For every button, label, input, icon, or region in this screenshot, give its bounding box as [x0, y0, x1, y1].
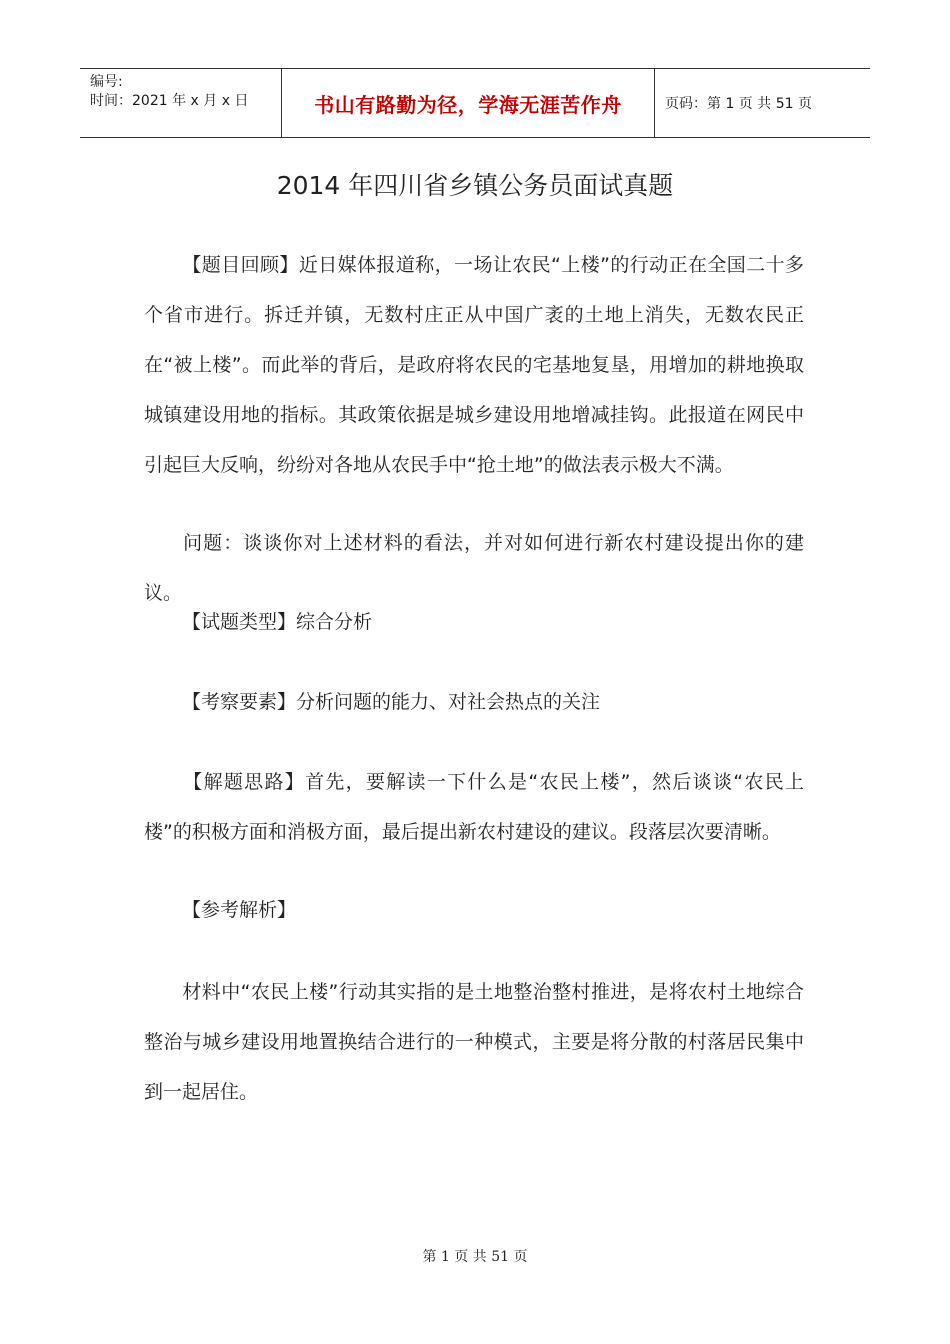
paragraph-question-type — [144, 597, 804, 647]
page-footer: 第 1 页 共 51 页 — [422, 1249, 528, 1265]
document-time-label: 时间：2021 年 x 月 x 日 — [90, 93, 249, 109]
paragraph-text: 【参考解析】 — [182, 899, 297, 921]
document-number-label: 编号: — [90, 74, 123, 90]
paragraph-text: 【试题类型】综合分析 — [182, 611, 373, 633]
header-page-info-cell — [655, 69, 870, 137]
paragraph-text: 材料中“农民上楼”行动其实指的是土地整治整村推进，是将农村土地综合整治与城乡建设用地置换结合进行的一种模式，主要是将分散的村落居民集中到一起居住。 — [144, 981, 804, 1103]
paragraph-text: 【考察要素】分析问题的能力、对社会热点的关注 — [182, 691, 601, 713]
paragraph-assessment-elements — [144, 677, 804, 727]
page-title: 2014 年四川省乡镇公务员面试真题 — [276, 171, 674, 200]
header-motto: 书山有路勤为径，学海无涯苦作舟 — [314, 92, 622, 117]
paragraph-text: 【解题思路】首先，要解读一下什么是“农民上楼”，然后谈谈“农民上楼”的积极方面和消极方面，最后提出新农村建设的建议。段落层次要清晰。 — [144, 771, 804, 843]
header-page-info: 页码：第 1 页 共 51 页 — [665, 96, 812, 112]
paragraph-question-review — [144, 240, 804, 490]
paragraph-reference-analysis — [144, 967, 804, 1117]
header-motto-cell — [282, 69, 655, 137]
paragraph-text: 问题：谈谈你对上述材料的看法，并对如何进行新农村建设提出你的建议。 — [144, 532, 804, 604]
header-table — [80, 68, 870, 138]
header-meta — [80, 69, 282, 137]
paragraph-reference-heading — [144, 885, 804, 935]
paragraph-solution-approach — [144, 757, 804, 857]
paragraph-text: 【题目回顾】近日媒体报道称，一场让农民“上楼”的行动正在全国二十多个省市进行。拆迁并镇，无数村庄正从中国广袤的土地上消失，无数农民正在“被上楼”。而此举的背后，是政府将农民的宅基地复垦，用增加的耕地换取城镇建设用地的指标。其政策依据是城乡建设用地增减挂钩。此报道在网民中引起巨大反响，纷纷对各地从农民手中“抢土地”的做法表示极大不满。 — [144, 254, 804, 476]
